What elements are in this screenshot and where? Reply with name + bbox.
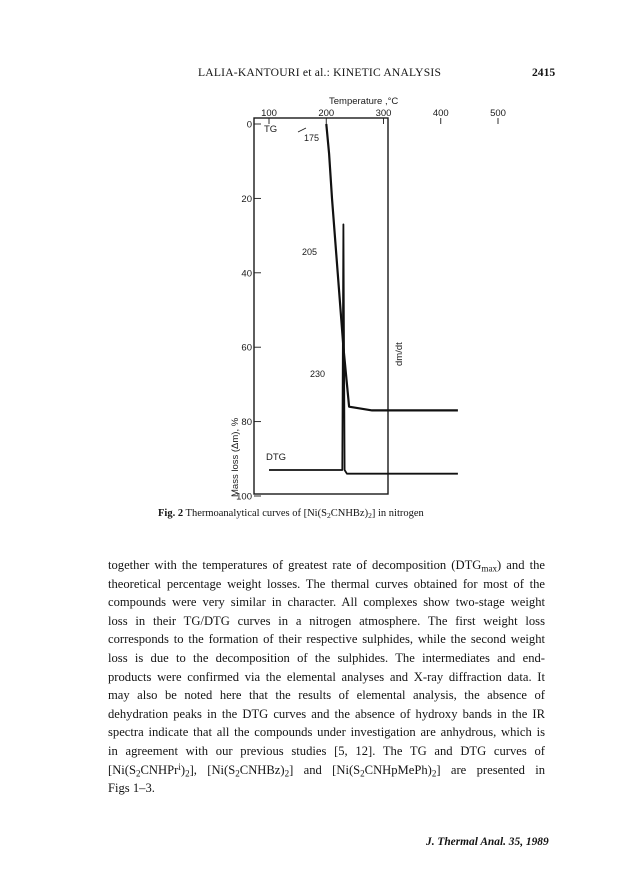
y-tick-label: 0 bbox=[246, 119, 252, 131]
annotation-175-leader bbox=[298, 128, 306, 132]
body-paragraph bbox=[108, 556, 545, 798]
body-line-12: $[Ni(S_2CNHPr^i)_2]$, $[Ni(S_2CNHBz)_2]$ and $[Ni(S_2CNHpMePh)_2]$ are presented in bbox=[108, 761, 545, 778]
x-tick-label: 400 bbox=[432, 108, 449, 119]
body-line-9: dehydration peaks in the DTG curves and the absence of hydroxy bands in the IR bbox=[108, 706, 545, 721]
x-tick-label: 100 bbox=[261, 108, 277, 119]
y-tick-label: 100 bbox=[236, 491, 252, 503]
body-line-13: Figs 1–3. bbox=[108, 781, 155, 796]
body-line-11: in agreement with our previous studies [5, 12]. The TG and DTG curves of bbox=[108, 743, 545, 758]
tg-curve bbox=[326, 124, 458, 410]
dtg-label: DTG bbox=[266, 452, 287, 463]
x-tick-label: 300 bbox=[375, 108, 392, 119]
body-line-7: products were confirmed via the elemental analyses and X-ray diffraction data. It bbox=[108, 669, 545, 684]
body-line-3: compounds were very similar in character. All complexes show two-stage weight bbox=[108, 595, 545, 610]
body-line-10: spectra indicate that all the compounds under investigation are anhydrous, which is bbox=[108, 725, 545, 740]
body-line-5: corresponds to the formation of their respective sulphides, while the second weight bbox=[108, 632, 545, 647]
tg-label: TG bbox=[264, 124, 278, 135]
annotation-205: 205 bbox=[302, 247, 318, 257]
x-tick-label: 500 bbox=[490, 108, 506, 119]
y-axis-title: Mass loss (Δm), % bbox=[230, 417, 241, 497]
running-title: LALIA-KANTOURI et al.: KINETIC ANALYSIS bbox=[198, 66, 442, 79]
caption-text: Thermoanalytical curves of $[Ni(S_2CNHBz)_2]$ in nitrogen bbox=[185, 508, 424, 520]
y-tick-label: 40 bbox=[241, 268, 252, 280]
dmdt-label: dm/dt bbox=[394, 342, 405, 366]
page-number: 2415 bbox=[532, 66, 556, 79]
y-tick-label: 20 bbox=[241, 193, 252, 205]
annotation-230: 230 bbox=[310, 369, 326, 379]
journal-footer: J. Thermal Anal. 35, 1989 bbox=[426, 836, 549, 848]
caption-label: Fig. 2 bbox=[158, 508, 184, 519]
y-tick-label: 80 bbox=[241, 417, 252, 429]
figure-caption bbox=[158, 508, 424, 519]
body-line-1: together with the temperatures of greatest rate of decomposition $(DTG_{max})$ and the bbox=[108, 558, 546, 574]
annotation-175: 175 bbox=[304, 133, 320, 143]
plot-frame bbox=[254, 118, 388, 494]
body-line-6: loss is due to the decomposition of the sulphides. The intermediates and end- bbox=[108, 650, 545, 665]
y-tick-label: 60 bbox=[241, 342, 252, 354]
x-axis-title: Temperature ,°C bbox=[329, 96, 399, 107]
body-line-2: theoretical percentage weight losses. The thermal curves obtained for most of the bbox=[108, 576, 545, 591]
x-tick-label: 200 bbox=[318, 108, 335, 119]
dtg-curve bbox=[269, 224, 458, 473]
body-line-4: loss in their TG/DTG curves in a nitrogen atmosphere. The first weight loss bbox=[108, 613, 545, 628]
body-line-8: may also be noted here that the results of elemental analysis, the absence of bbox=[108, 688, 545, 703]
